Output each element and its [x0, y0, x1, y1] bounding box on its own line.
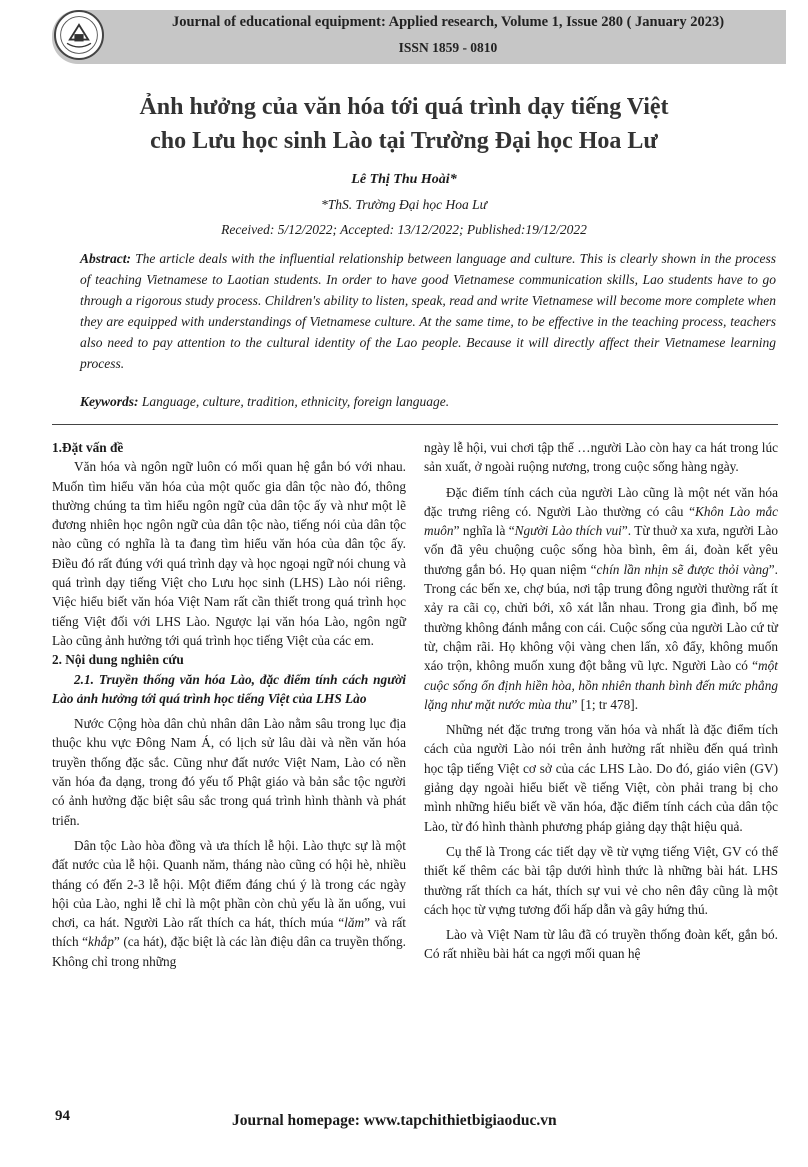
abstract — [80, 248, 776, 374]
journal-homepage: Journal homepage: www.tapchithietbigiaoduc.vn — [232, 1112, 557, 1129]
keywords — [80, 392, 776, 412]
italic-quote: Người Lào thích vui — [514, 523, 622, 539]
paragraph: Nước Cộng hòa dân chủ nhân dân Lào nằm sâu trong lục địa thuộc khu vực Đông Nam Á, có lịch sử lâu dài và nền văn hóa truyền thống đặc sắc. Cũng như đất nước Việt Nam, Lào có nền văn hóa đa dạng, trong đó yếu tố Phật giáo và bản sắc tộc người có ảnh hưởng đặc biệt sâu sắc trong quá trình hình thành và phát triển. — [52, 716, 406, 828]
text-run: ” [1; tr 478]. — [571, 696, 639, 712]
italic-quote: chín lần nhịn sẽ được thỏi vàng — [596, 561, 769, 577]
affiliation: *ThS. Trường Đại học Hoa Lư — [321, 197, 487, 212]
section-2-heading: 2. Nội dung nghiên cứu — [52, 652, 184, 668]
title-line-2: cho Lưu học sinh Lào tại Trường Đại học Hoa Lư — [150, 128, 658, 154]
italic-quote: Khôn Lào mắc muôn — [424, 503, 778, 539]
paragraph: Những nét đặc trưng trong văn hóa và nhất là đặc điểm tích cách của người Lào nói trên ảnh hưởng rất nhiều đến quá trình học tập tiếng Việt cơ sở của các LHS Lào. Do đó, giáo viên (GV) giảng dạy ngoài hiểu biết về tiếng Việt, còn phải trang bị cho mình những hiểu biết về văn hóa, đặc điểm tính cách của dân tộc Lào, từ đó hình thành phương pháp giảng dạy thật hiệu quả. — [424, 722, 778, 834]
left-column — [52, 438, 406, 971]
keywords-label: Keywords: — [80, 394, 139, 409]
journal-citation: Journal of educational equipment: Applied research, Volume 1, Issue 280 ( January 2023) — [171, 14, 725, 30]
italic-term: lăm — [344, 915, 365, 931]
text-run: Dân tộc Lào hòa đồng và ưa thích lễ hội. Lào thực sự là một đất nước của lễ hội. Quanh năm, tháng nào cũng có hội hè, nhiều tháng có đến 2-3 lễ hội. Một điểm đáng chú ý là trong các ngày hội của Lào, nghi lễ chỉ là một phần còn chủ yếu là ăn uống, vui chơi, ca hát. Người Lào rất thích ca hát, thích múa “ — [52, 837, 406, 931]
divider — [52, 424, 778, 425]
publication-dates: Received: 5/12/2022; Accepted: 13/12/2022; Published:19/12/2022 — [221, 222, 587, 237]
text-run: Đặc điểm tính cách của người Lào cũng là một nét văn hóa đặc trưng riêng có. Người Lào thường có câu “ — [424, 484, 778, 519]
section-2-1-heading: 2.1. Truyền thống văn hóa Lào, đặc điểm tính cách người Lào ảnh hưởng tới quá trình học tiếng Việt của LHS Lào — [52, 671, 406, 706]
text-run: ”. Trong các bến xe, chợ búa, nơi tập trung đông người thường rất ít xảy ra cãi cọ, chửi bới, xô xát lẫn nhau. Trong gia đình, bố mẹ thường không đánh mắng con cái. Cuộc sống của người Lào cứ từ từ, chậm rãi. Họ không vội vàng chen lấn, xô đẩy, không muốn xáo trộn, không muốn xung đột bằng vũ lực. Người Lào có “ — [424, 561, 779, 674]
paragraph: ngày lễ hội, vui chơi tập thể …người Lào còn hay ca hát trong lúc sản xuất, ở ngoài ruộng nương, trong cuộc sống hàng ngày. — [424, 440, 778, 475]
right-column — [424, 438, 778, 964]
author: Lê Thị Thu Hoài* — [351, 172, 457, 187]
journal-logo-icon — [54, 10, 104, 60]
page-number: 94 — [55, 1108, 70, 1124]
text-run: ”. Từ thuở xa xưa, người Lào vốn đã yêu chuộng cuộc sống hòa bình, êm ái, đoàn kết yêu thương gắn bó. Họ quan niệm “ — [424, 523, 778, 577]
paragraph — [424, 483, 778, 715]
section-1-heading: 1.Đặt vấn đề — [52, 440, 124, 455]
paragraph: Lào và Việt Nam từ lâu đã có truyền thống đoàn kết, gắn bó. Có rất nhiều bài hát ca ngợi mối quan hệ — [424, 927, 778, 962]
article-title — [40, 90, 768, 158]
issn: ISSN 1859 - 0810 — [398, 40, 498, 55]
paragraph: Cụ thể là Trong các tiết dạy về từ vựng tiếng Việt, GV có thể thiết kế thêm các bài tập dưới hình thức là những bài hát. LHS thường rất thích ca hát, thích sự vui vẻ cho nên đây cũng là một cách học từ vựng tương đối hấp dẫn và gây hứng thú. — [424, 843, 778, 917]
italic-quote: một cuộc sống ổn định hiền hòa, hồn nhiên thanh bình đến mức phẳng lặng như mặt nước mùa thu — [424, 658, 778, 712]
abstract-text: The article deals with the influential relationship between language and culture. This is clearly shown in the process of teaching Vietnamese to Laotian students. In order to have good Vietnamese communication skills, Lao students have to go through a rigorous study process. Children's ability to listen, speak, read and write Vietnamese will become more complete when they are equipped with understandings of Vietnamese culture. At the same time, to be effective in the teaching process, teachers also need to pay attention to the cultural identity of the Lao people. Because it will directly affect their Vietnamese learning process. — [80, 251, 776, 371]
text-run: ” nghĩa là “ — [453, 523, 515, 539]
paragraph: Văn hóa và ngôn ngữ luôn có mối quan hệ gắn bó với nhau. Muốn tìm hiểu văn hóa của một quốc gia dân tộc nào đó, thông thường chúng ta tìm hiểu ngôn ngữ của dân tộc ấy và như một lẽ đương nhiên học ngôn ngữ của dân tộc nào, tiếng nói của dân tộc nào cũng có nghĩa là ta đang tìm hiểu văn hóa của dân tộc ấy. Điều đó rất đúng với quá trình dạy và học ngoại ngữ nói chung và quá trình dạy tiếng Việt cho Lưu học sinh (LHS) Lào nói riêng. Việc hiểu biết văn hóa Việt Nam rất cần thiết trong quá trình học tiếng Việt đối với LHS Lào. Ngược lại văn hóa Lào, ngôn ngữ Lào cũng ảnh hưởng tới quá trình học tiếng Việt của các em. — [52, 459, 406, 648]
italic-term: khắp — [88, 934, 114, 950]
paragraph — [52, 836, 406, 971]
text-run: ” (ca hát), đặc biệt là các làn điệu dân ca truyền thống. Không chỉ trong những — [52, 934, 406, 969]
text-run: ” và rất thích “ — [52, 915, 406, 950]
abstract-label: Abstract: — [80, 251, 132, 266]
title-line-1: Ảnh hưởng của văn hóa tới quá trình dạy tiếng Việt — [139, 94, 669, 120]
keywords-text: Language, culture, tradition, ethnicity, foreign language. — [138, 394, 450, 409]
